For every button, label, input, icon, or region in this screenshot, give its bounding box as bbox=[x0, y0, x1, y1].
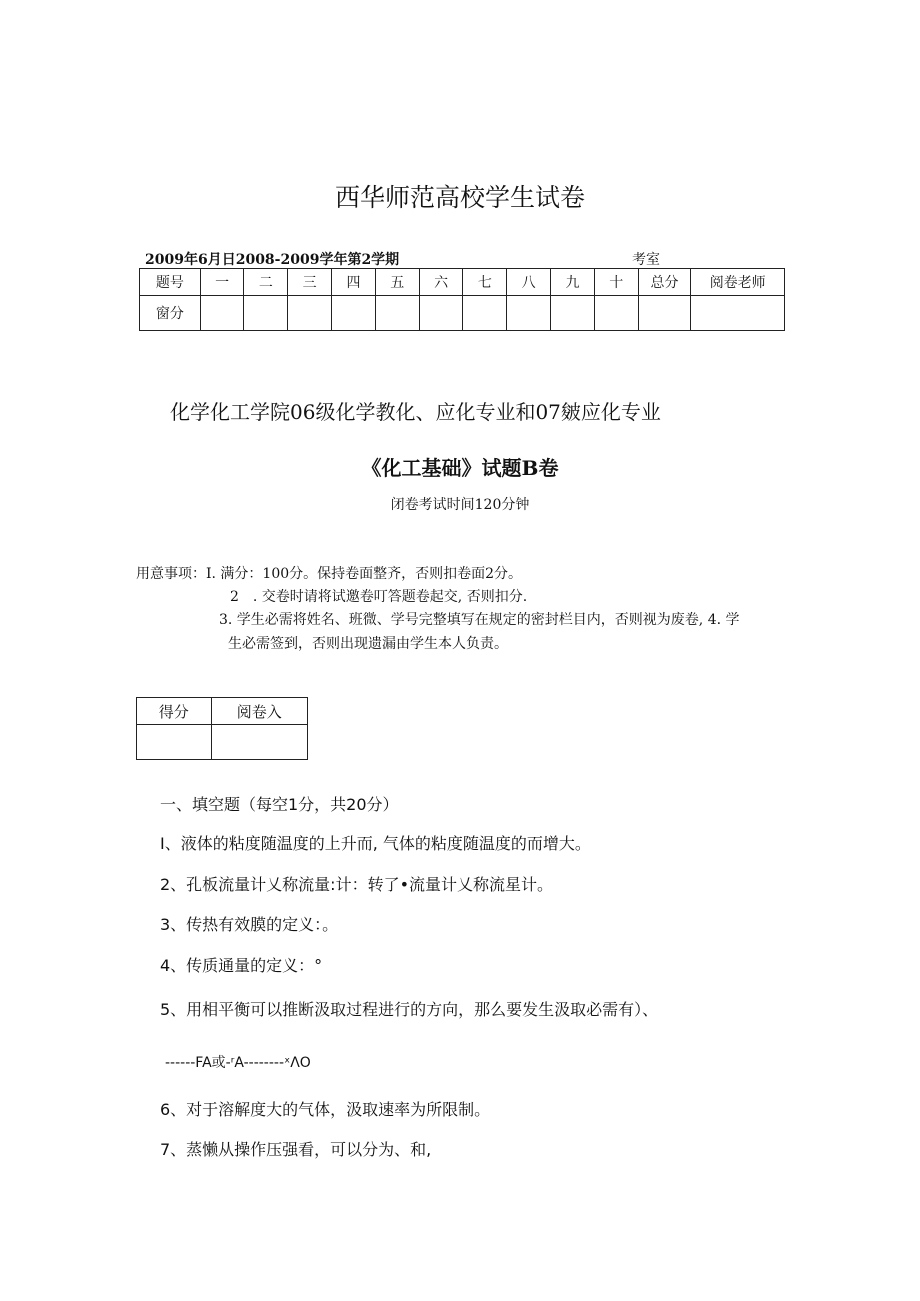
score-cell bbox=[691, 296, 785, 331]
question-item: 6、对于溶解度大的气体，汲取速率为所限制。 bbox=[160, 1100, 491, 1119]
question-item: 5、用相平衡可以推断汲取过程进行的方向，那么要发生汲取必需有）、 bbox=[160, 1000, 659, 1019]
score-header-cell: 四 bbox=[332, 269, 376, 296]
score-header-cell: 总分 bbox=[638, 269, 691, 296]
grader-header-cell: 得分 bbox=[137, 698, 212, 725]
score-table bbox=[139, 268, 785, 331]
score-cell bbox=[551, 296, 595, 331]
score-header-cell: 十 bbox=[594, 269, 638, 296]
score-header-cell: 五 bbox=[375, 269, 419, 296]
score-cell bbox=[375, 296, 419, 331]
notice-line: 用意事项：I. 满分：100分。保持卷面整齐，否则扣卷面2分。 bbox=[136, 566, 523, 582]
exam-room-label: 考室 bbox=[632, 252, 660, 268]
grader-value-row bbox=[137, 725, 308, 760]
question-item: 7、蒸懒从操作压强看，可以分为、和, bbox=[160, 1140, 432, 1159]
score-header-cell: 六 bbox=[419, 269, 463, 296]
score-header-cell: 七 bbox=[463, 269, 507, 296]
question-item: 3、传热有效膜的定义：。 bbox=[160, 915, 339, 934]
score-cell bbox=[332, 296, 376, 331]
exam-duration: 闭卷考试时间120分钟 bbox=[390, 497, 530, 513]
score-header-cell: 一 bbox=[200, 269, 244, 296]
notice-line: 生必需签到，否则出现遗漏由学生本人负责。 bbox=[228, 636, 508, 652]
notice-line: 3. 学生必需将姓名、班微、学号完整填写在规定的密封栏目内，否则视为废卷, 4. 学 bbox=[219, 612, 740, 628]
score-table-header-row bbox=[140, 269, 785, 296]
score-cell bbox=[419, 296, 463, 331]
grader-header-row bbox=[137, 698, 308, 725]
score-row-label: 窗分 bbox=[140, 296, 201, 331]
score-header-cell: 二 bbox=[244, 269, 288, 296]
exam-title: 西华师范高校学生试卷 bbox=[334, 183, 585, 212]
score-cell bbox=[244, 296, 288, 331]
question-item: 4、传质通量的定义：° bbox=[160, 956, 323, 975]
question-item: 2、孔板流量计乂称流量:计：转了•流量计乂称流星计。 bbox=[160, 875, 554, 894]
score-header-cell: 题号 bbox=[140, 269, 201, 296]
score-cell bbox=[288, 296, 332, 331]
score-cell bbox=[507, 296, 551, 331]
section-heading: 一、填空题（每空1分，共20分） bbox=[160, 795, 399, 814]
grader-header-cell: 阅卷入 bbox=[211, 698, 307, 725]
score-cell bbox=[638, 296, 691, 331]
course-heading: 《化工基础》试题B卷 bbox=[361, 456, 559, 480]
grader-table bbox=[136, 697, 308, 760]
score-header-cell: 九 bbox=[551, 269, 595, 296]
grader-cell bbox=[137, 725, 212, 760]
score-header-cell: 三 bbox=[288, 269, 332, 296]
department-heading: 化学化工学院06级化学教化、应化专业和07皴应化专业 bbox=[170, 400, 661, 424]
score-cell bbox=[594, 296, 638, 331]
notice-line: 2 . 交卷时请将试邀卷叮答题卷起交, 否则扣分. bbox=[230, 589, 528, 605]
score-cell bbox=[463, 296, 507, 331]
grader-cell bbox=[211, 725, 307, 760]
question-formula: ------FA或-ʳA--------ˣΛO bbox=[165, 1055, 311, 1071]
score-header-cell: 阅卷老师 bbox=[691, 269, 785, 296]
score-header-cell: 八 bbox=[507, 269, 551, 296]
score-table-value-row bbox=[140, 296, 785, 331]
score-cell bbox=[200, 296, 244, 331]
exam-date-term: 2009年6月日2008-2009学年第2学期 bbox=[145, 252, 400, 268]
question-item: I、液体的粘度随温度的上升而, 气体的粘度随温度的而增大。 bbox=[160, 834, 591, 853]
